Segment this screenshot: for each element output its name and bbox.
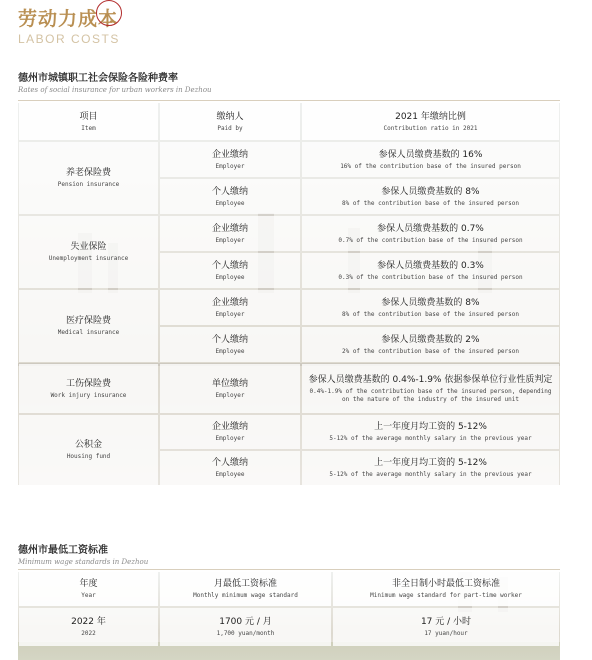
social-insurance-title [18,69,212,94]
payer-en: Employer [215,310,245,318]
ratio-cn: 参保人员缴费基数的 8% [381,186,480,197]
insurance-type-cn: 失业保险 [70,242,107,252]
minimum-wage-table [18,572,560,660]
ratio-en: 8% of the contribution base of the insured person [341,199,519,207]
payer-cn: 单位缴纳 [211,378,248,389]
column-header-en: Year [81,592,96,599]
insurance-type-cell [19,415,158,485]
social-insurance-table [18,103,560,485]
payer-cell [160,327,300,362]
social-insurance-title-cn: 德州市城镇职工社会保险各险种费率 [18,73,178,84]
ratio-cn: 参保人员缴费基数的 0.4%-1.9% 依据参保单位行业性质判定 [308,374,553,385]
insurance-type-en: Medical insurance [57,329,120,336]
ratio-en: 2% of the contribution base of the insured person [341,347,519,355]
ratio-cell [302,451,559,485]
payer-cell [160,216,300,251]
insurance-type-cn: 公积金 [74,440,102,450]
column-header-en: Item [81,124,96,132]
payer-cell [160,142,300,177]
payer-cn: 个人缴纳 [211,186,248,197]
column-header-en: Minimum wage standard for part-time worker [370,592,522,599]
insurance-type-en: Work injury insurance [50,391,127,399]
column-header [19,572,158,606]
ratio-cn: 上一年度月均工资的 5-12% [374,422,487,432]
column-header-cn: 年度 [79,579,98,589]
ratio-cn: 参保人员缴费基数的 0.7% [377,223,484,234]
hourly-wage-en: 17 yuan/hour [424,630,468,637]
payer-en: Employee [215,347,245,355]
payer-en: Employer [215,435,245,442]
monthly-wage-cell [160,608,331,646]
insurance-type-cell [19,142,158,214]
insurance-group-pension [18,142,560,214]
payer-cn: 个人缴纳 [211,260,248,271]
payer-cn: 企业缴纳 [211,149,248,160]
monthly-wage-cn: 1700 元 / 月 [219,617,272,627]
ratio-cell [302,290,559,325]
minimum-wage-title-cn: 德州市最低工资标准 [18,545,108,556]
ratio-cell [302,364,559,413]
payer-en: Employee [215,199,245,207]
ratio-cell [302,142,559,177]
insurance-type-cell [19,216,158,288]
payer-cell [160,415,300,449]
insurance-type-cn: 医疗保险费 [65,316,111,326]
column-header [19,103,158,140]
year-en: 2022 [81,630,96,637]
ratio-cn: 参保人员缴费基数的 0.3% [377,260,484,271]
divider [18,100,560,101]
year-cell [19,608,158,646]
ratio-cell [302,253,559,288]
ratio-en: 5-12% of the average monthly salary in the previous year [329,435,532,442]
payer-cell [160,451,300,485]
social-insurance-title-en: Rates of social insurance for urban workers in Dezhou [18,86,212,94]
payer-cn: 企业缴纳 [211,297,248,308]
minimum-wage-title-en: Minimum wage standards in Dezhou [18,558,149,566]
payer-cn: 个人缴纳 [211,458,248,468]
insurance-type-en: Housing fund [66,453,111,460]
table-row [18,608,560,646]
insurance-group-unemployment [18,216,560,288]
ratio-en: 8% of the contribution base of the insured person [341,310,519,318]
page-title: 劳动力成本 [18,8,119,30]
hourly-wage-cn: 17 元 / 小时 [420,617,472,627]
year-cn: 2022 年 [71,617,106,627]
insurance-type-cn: 工伤保险费 [65,378,111,389]
social-header-row [18,103,560,140]
insurance-group-work-injury [18,364,560,413]
hourly-wage-cell [333,608,559,646]
ratio-en: 0.4%-1.9% of the contribution base of the insured person, depending on the nature of the industry of the insured unit [309,387,552,403]
ratio-cell [302,415,559,449]
insurance-type-en: Unemployment insurance [48,255,129,262]
column-header-en: Contribution ratio in 2021 [383,124,478,132]
payer-cn: 企业缴纳 [211,223,248,234]
column-header-cn: 缴纳人 [216,111,244,122]
ratio-cell [302,179,559,214]
payer-cell [160,290,300,325]
payer-cell [160,364,300,413]
ratio-en: 16% of the contribution base of the insured person [340,162,521,170]
payer-cn: 企业缴纳 [211,422,248,432]
ratio-en: 0.3% of the contribution base of the insured person [338,273,523,281]
insurance-type-en: Pension insurance [57,181,120,188]
column-header-en: Paid by [217,124,243,132]
insurance-type-cell [19,290,158,362]
payer-cell [160,253,300,288]
column-header [302,103,559,140]
divider [18,569,560,570]
ratio-cn: 参保人员缴费基数的 16% [378,149,483,160]
insurance-type-cn: 养老保险费 [65,168,111,178]
column-header-cn: 非全日制小时最低工资标准 [391,579,500,589]
payer-en: Employee [215,273,245,281]
ratio-en: 0.7% of the contribution base of the insured person [338,236,523,244]
column-header-cn: 月最低工资标准 [213,579,277,589]
payer-cn: 个人缴纳 [211,334,248,345]
payer-en: Employer [215,236,245,244]
payer-en: Employer [215,162,245,170]
ratio-cn: 参保人员缴费基数的 8% [381,297,480,308]
page-subtitle: LABOR COSTS [18,32,120,46]
ratio-cn: 参保人员缴费基数的 2% [381,334,480,345]
column-header [160,103,300,140]
column-header [160,572,331,606]
column-header-en: Monthly minimum wage standard [193,592,298,599]
insurance-group-medical [18,290,560,362]
column-header-cn: 2021 年缴纳比例 [395,111,466,122]
ratio-cell [302,327,559,362]
payer-en: Employee [215,471,245,478]
ratio-cell [302,216,559,251]
minimum-wage-title [18,541,148,566]
payer-cell [160,179,300,214]
insurance-type-cell [19,364,158,413]
insurance-group-housing-fund [18,415,560,485]
column-header-cn: 项目 [79,111,98,122]
ratio-cn: 上一年度月均工资的 5-12% [374,458,487,468]
monthly-wage-en: 1,700 yuan/month [216,630,275,637]
column-header [333,572,559,606]
ratio-en: 5-12% of the average monthly salary in the previous year [329,471,532,478]
payer-en: Employer [215,391,245,399]
wage-header-row [18,572,560,606]
circle-mark-icon [96,0,122,26]
